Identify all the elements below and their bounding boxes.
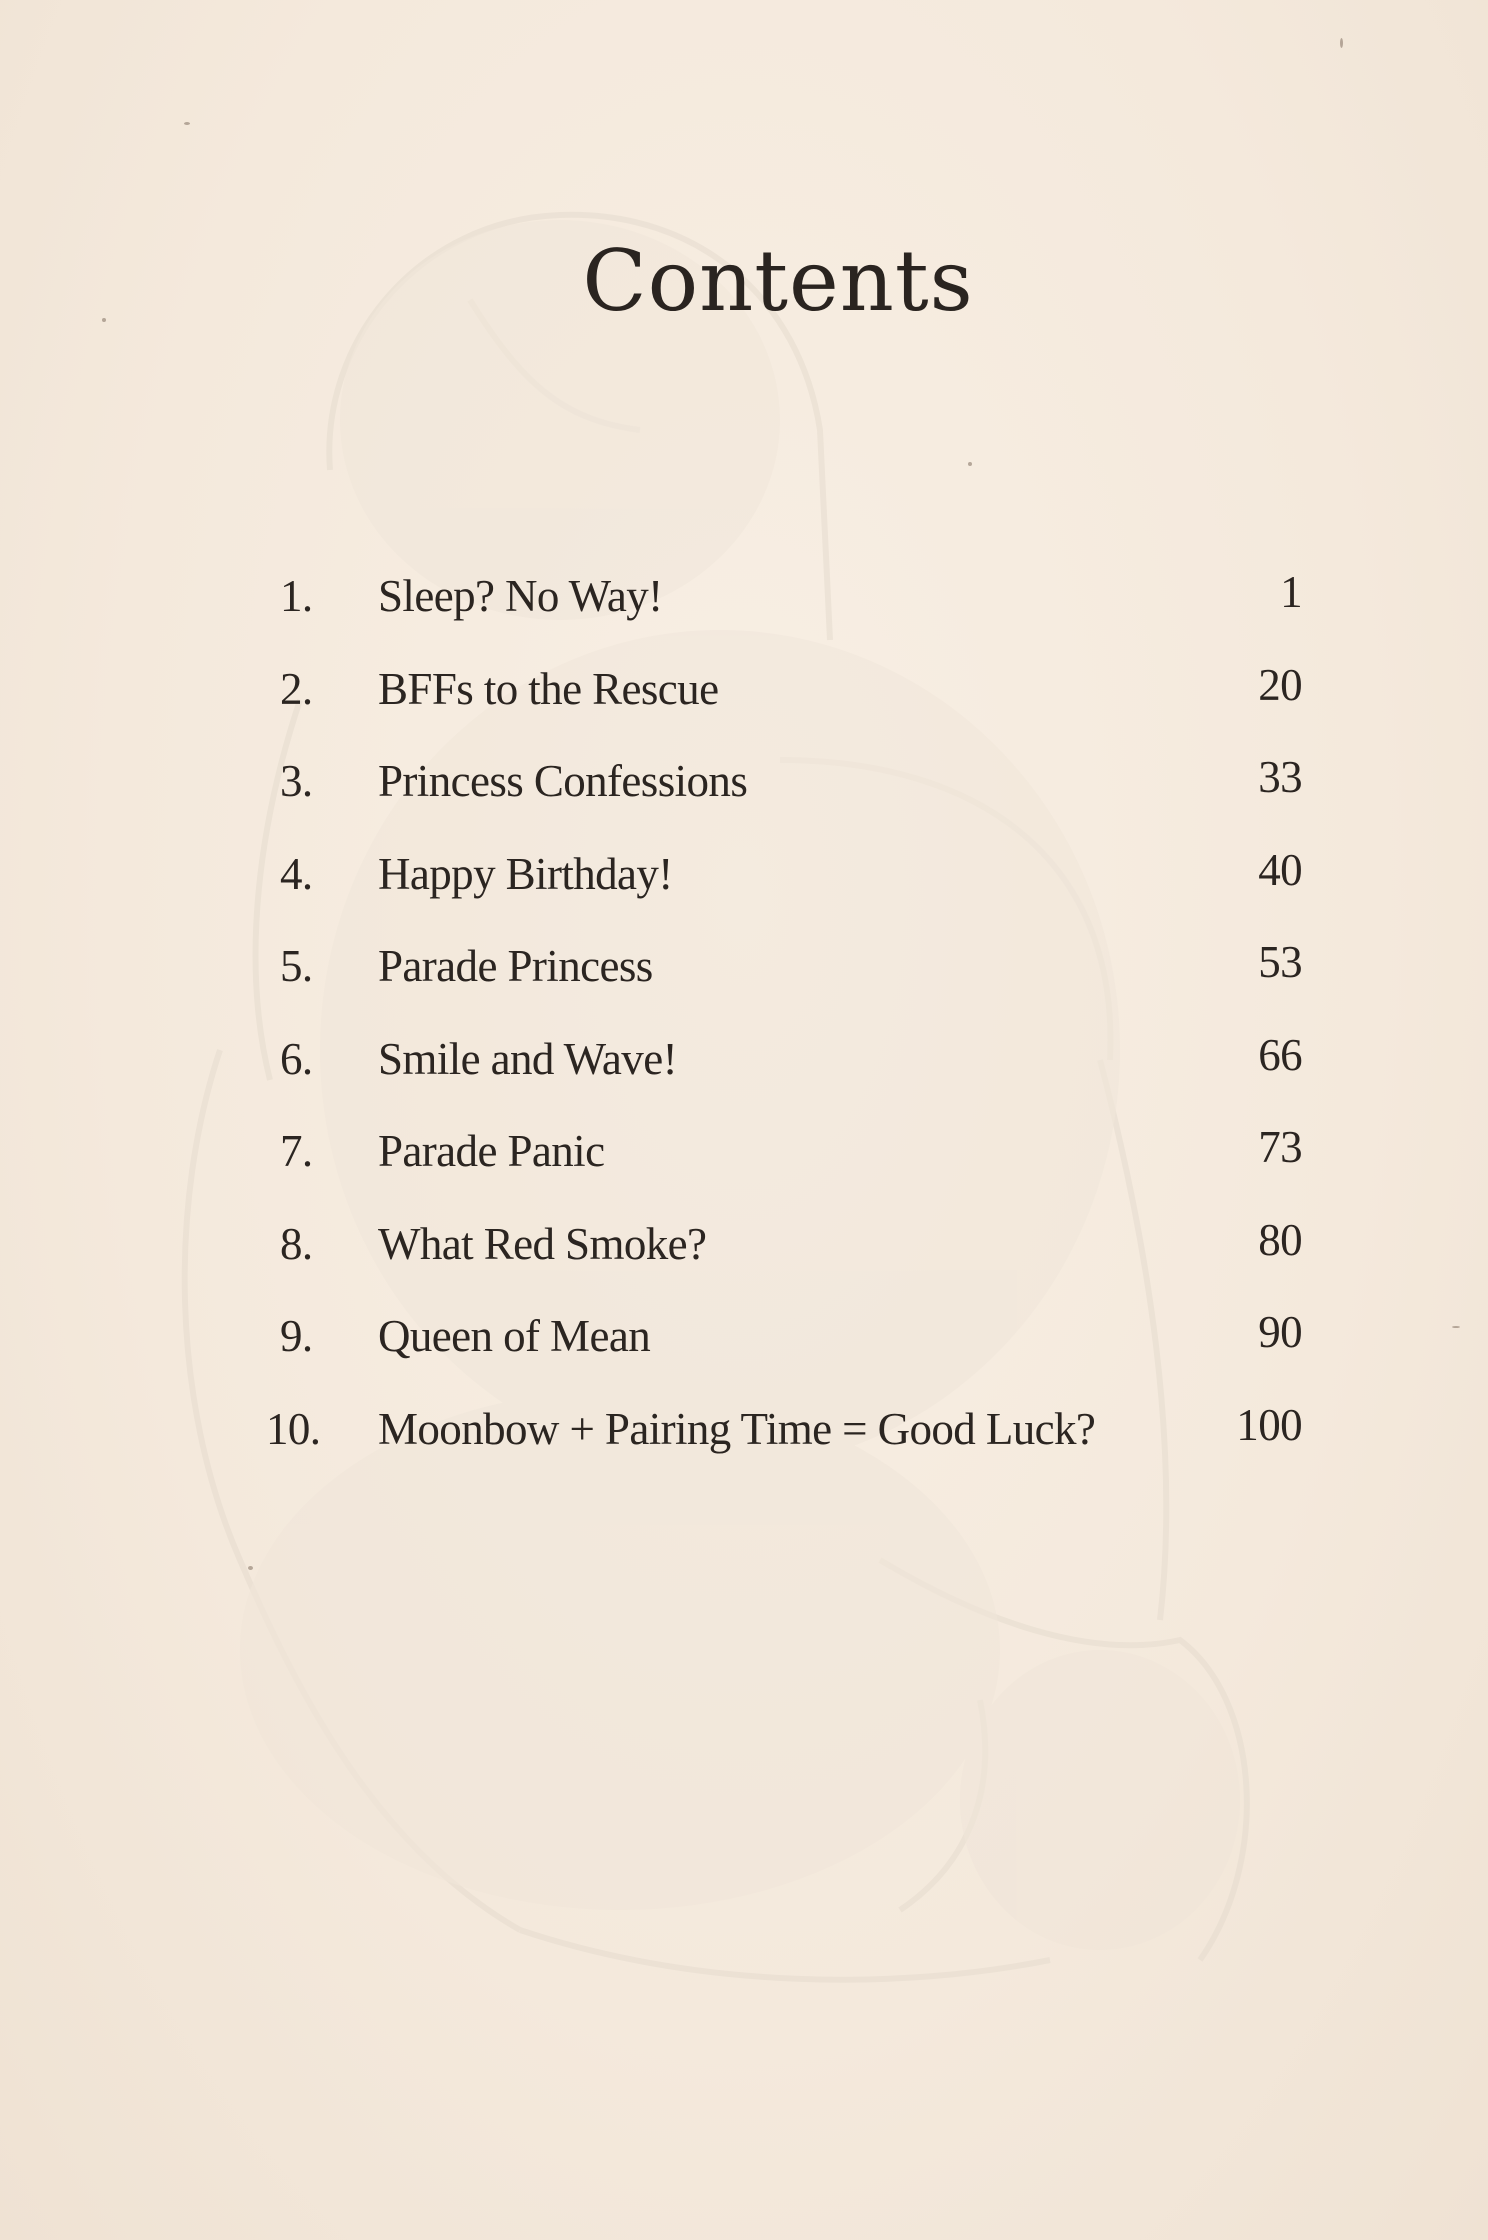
toc-entry[interactable] [266, 1019, 1302, 1112]
chapter-title: Smile and Wave! [378, 1033, 677, 1084]
chapter-title: Parade Princess [378, 941, 653, 991]
chapter-title: What Red Smoke? [378, 1218, 707, 1269]
chapter-number: 6. [280, 1033, 313, 1084]
paper-speck [1340, 38, 1343, 48]
chapter-title: Parade Panic [378, 1126, 605, 1176]
chapter-number: 9. [280, 1311, 313, 1361]
chapter-title: Moonbow + Pairing Time = Good Luck? [378, 1403, 1096, 1454]
toc-entry[interactable] [266, 926, 1302, 1019]
chapter-title: Sleep? No Way! [378, 571, 663, 621]
chapter-title: Happy Birthday! [378, 848, 673, 899]
paper-speck [248, 1566, 253, 1570]
chapter-number: 8. [280, 1218, 313, 1269]
chapter-number: 4. [280, 848, 313, 899]
chapter-number: 3. [280, 756, 313, 806]
toc-entry[interactable] [266, 649, 1302, 742]
toc-entry[interactable] [266, 1296, 1302, 1389]
toc-entry[interactable] [266, 834, 1302, 927]
page-number: 66 [1258, 1029, 1302, 1080]
page-number: 1 [1280, 567, 1302, 617]
chapter-number: 10. [266, 1403, 321, 1454]
toc-entry[interactable] [266, 741, 1302, 834]
page-number: 73 [1258, 1122, 1302, 1172]
paper-speck [968, 462, 972, 466]
paper-speck [184, 122, 190, 125]
chapter-number: 7. [280, 1126, 313, 1176]
page-number: 100 [1236, 1399, 1302, 1450]
paper-speck [1452, 1326, 1460, 1328]
chapter-title: BFFs to the Rescue [378, 663, 719, 714]
page-number: 20 [1258, 659, 1302, 710]
table-of-contents [266, 556, 1302, 1481]
page-number: 33 [1258, 752, 1302, 802]
toc-entry[interactable] [266, 1204, 1302, 1297]
chapter-title: Queen of Mean [378, 1311, 651, 1361]
chapter-number: 2. [280, 663, 313, 714]
page-number: 90 [1258, 1307, 1302, 1357]
page-number: 53 [1258, 937, 1302, 987]
chapter-number: 1. [280, 571, 313, 621]
toc-entry[interactable] [266, 1389, 1302, 1482]
page-title: Contents [582, 232, 974, 330]
chapter-number: 5. [280, 941, 313, 991]
page-number: 40 [1258, 844, 1302, 895]
page-number: 80 [1258, 1214, 1302, 1265]
chapter-title: Princess Confessions [378, 756, 748, 806]
toc-entry[interactable] [266, 556, 1302, 649]
toc-entry[interactable] [266, 1111, 1302, 1204]
